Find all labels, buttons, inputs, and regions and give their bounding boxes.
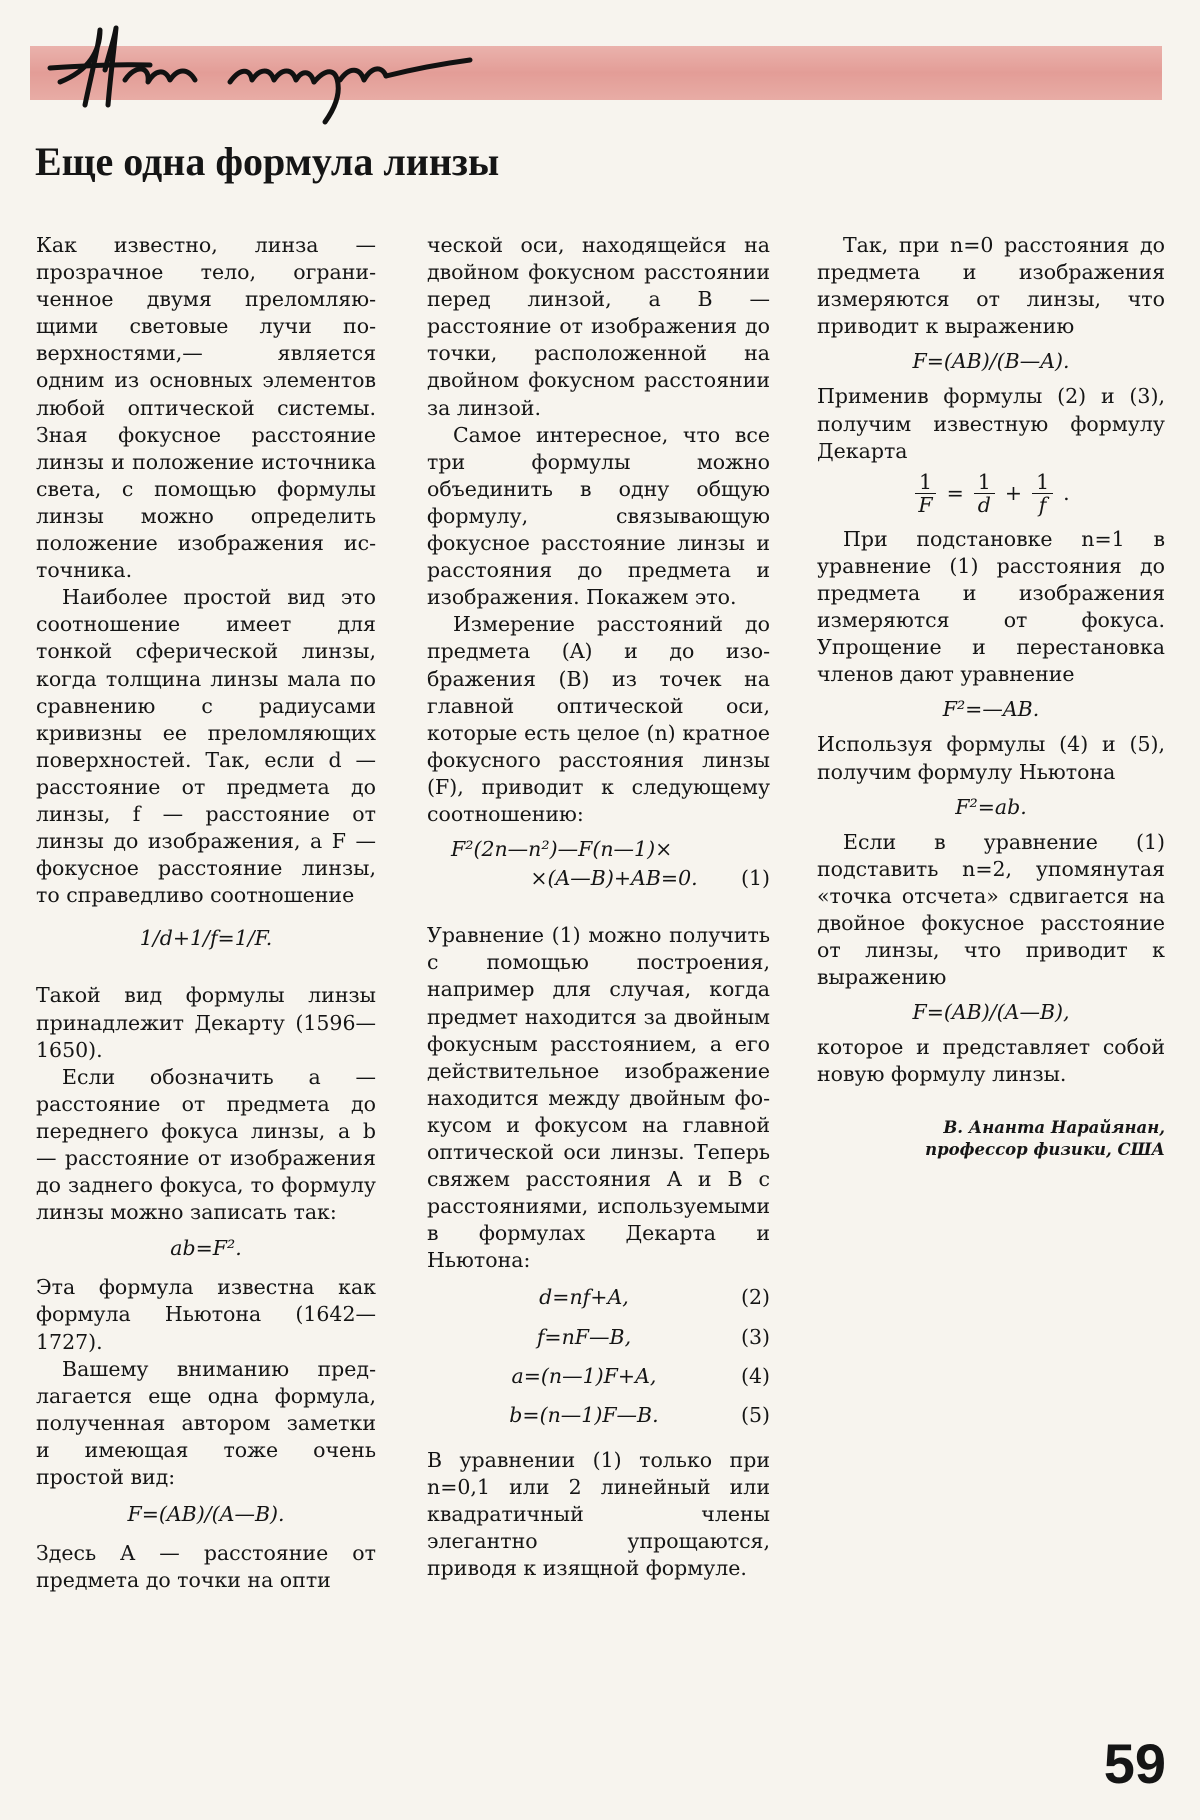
equation-row: [427, 1363, 770, 1390]
author-name: В. Ананта Нарайянан,: [943, 1117, 1165, 1137]
author-signature: [817, 1117, 1165, 1161]
equation-number: (4): [740, 1363, 770, 1388]
column-2: [427, 232, 770, 1582]
equation-expr: b=(n—1)F—B.: [509, 1402, 659, 1427]
paragraph: Уравнение (1) можно получить с помощью построения, например для случая, когда предмет находится за двойным фокусным расстоянием, а его действительное изображение находится между двойным фокусом и фокусом на главной оптической оси линзы. Теперь свяжем расстояния A и B с расстояниями, используемыми в формулах Декарта и Ньютона:: [427, 923, 770, 1273]
numerator: 1: [1032, 471, 1053, 494]
equation-1-line-b: [427, 865, 770, 892]
paragraph: Если в уравнение (1) подставить n=2, упомянутая «точка отсчета» сдвигается на двойное фокусное расстояние от линзы, что приводит к выражению: [817, 829, 1165, 990]
equation-expr: a=(n—1)F+A,: [511, 1363, 657, 1388]
fraction-1-over-F: [914, 471, 936, 516]
equation-expr: f=nF—B,: [536, 1324, 632, 1349]
paragraph: Если обозначить a — расстояние от предмета до переднего фокуса линзы, а b — расстояние от изображения до заднего фокуса, то формулу линзы можно записать так:: [36, 1064, 376, 1225]
paragraph: Эта формула известна как формула Ньютона (1642—1727).: [36, 1275, 376, 1354]
equation-number: (3): [740, 1324, 770, 1349]
formula-n0: F=(AB)/(B—A).: [912, 349, 1070, 374]
author-title: профессор физики, США: [925, 1139, 1165, 1159]
formula-descartes-fraction: [817, 471, 1165, 516]
paragraph: Как известно, линза — прозрачное тело, ограниченное двумя преломляющими световые лучи поверхностями,— является одним из основных элементов любой оптической системы. Зная фокусное расстояние линзы и положение источника света, с помощью формулы линзы можно определить положение изображения источника.: [36, 233, 376, 583]
paragraph: Такой вид формулы линзы принадлежит Декарту (1596—1650).: [36, 983, 376, 1062]
denominator: F: [918, 492, 933, 517]
paragraph: ческой оси, находящейся на двойном фокусном расстоянии перед линзой, а B — расстояние от изображения до точки, расположенной на двойном фокусном расстоянии за линзой.: [427, 233, 770, 420]
paragraph: Здесь A — расстояние от предмета до точки на опти: [36, 1541, 376, 1593]
formula-descartes: 1/d+1/f=1/F.: [139, 926, 273, 951]
paragraph: Измерение расстояний до предмета (A) и до изображения (B) из точек на главной оптической оси, которые есть целое (n) кратное фокусного расстояния линзы (F), приводит к следующему соотношению:: [427, 612, 770, 826]
equation-expr: d=nf+A,: [539, 1285, 629, 1310]
paragraph: Самое интересное, что все три формулы можно объединить в одну общую формулу, связывающую фокусное расстояние линзы и расстояния до предмета и изображения. Покажем это.: [427, 422, 770, 610]
equals-sign: =: [946, 480, 964, 505]
column-3: [817, 232, 1165, 1161]
end-dot: .: [1063, 480, 1070, 505]
rubric-label: [70, 54, 392, 105]
equation-1-line-a: F²(2n—n²)—F(n—1)×: [451, 837, 673, 862]
formula-n1: F²=—AB.: [942, 697, 1040, 722]
denominator: f: [1038, 492, 1047, 517]
paragraph: При подстановке n=1 в уравнение (1) расстояния до предмета и изображения измеряются от фокуса. Упрощение и перестановка членов дают уравнение: [817, 526, 1165, 687]
paragraph: Применив формулы (2) и (3), получим известную формулу Декарта: [817, 384, 1165, 463]
equation-row: [427, 1284, 770, 1311]
formula-newton-derived: F²=ab.: [955, 794, 1027, 819]
paragraph: Так, при n=0 расстояния до предмета и изображения измеряются от линзы, что приводит к выражению: [817, 233, 1165, 339]
equation-row: [427, 1324, 770, 1351]
page-title: Еще одна формула линзы: [35, 139, 500, 184]
rubric-handwriting: [30, 10, 500, 130]
formula-newton: ab=F².: [170, 1236, 242, 1261]
denominator: d: [977, 492, 991, 517]
equation-number: (5): [740, 1402, 770, 1427]
fraction-1-over-f: [1032, 471, 1053, 516]
numerator: 1: [915, 471, 936, 494]
equation-number: (2): [740, 1285, 770, 1310]
paragraph: Используя формулы (4) и (5), получим формулу Ньютона: [817, 732, 1165, 784]
paragraph: Наиболее простой вид это соотношение имеет для тонкой сферической линзы, когда толщина линзы мала по сравнению с радиусами кривизны ее преломляющих поверхностей. Так, если d — расстояние от предмета до линзы, f — расстояние от линзы до изображения, а F — фокусное расстояние линзы, то справедливо соотношение: [36, 585, 376, 908]
equation-1-number: (1): [740, 866, 770, 891]
formula-n2: F=(AB)/(A—B),: [912, 1000, 1070, 1025]
paragraph: которое и представляет собой новую формулу линзы.: [817, 1035, 1165, 1087]
equation-1-expr: ×(A—B)+AB=0.: [530, 866, 698, 891]
plus-sign: +: [1004, 480, 1023, 505]
page-number: 59: [1103, 1732, 1166, 1795]
equation-list: [427, 1284, 770, 1428]
formula-new: F=(AB)/(A—B).: [127, 1502, 285, 1527]
paragraph: Вашему вниманию предлагается еще одна формула, полученная автором заметки и имеющая тоже очень простой вид:: [36, 1356, 376, 1490]
fraction-1-over-d: [974, 471, 995, 516]
equation-row: [427, 1402, 770, 1429]
numerator: 1: [974, 471, 995, 494]
column-1: [36, 232, 376, 1594]
paragraph: В уравнении (1) только при n=0,1 или 2 линейный или квадратичный члены элегантно упрощаются, приводя к изящной формуле.: [427, 1447, 770, 1581]
